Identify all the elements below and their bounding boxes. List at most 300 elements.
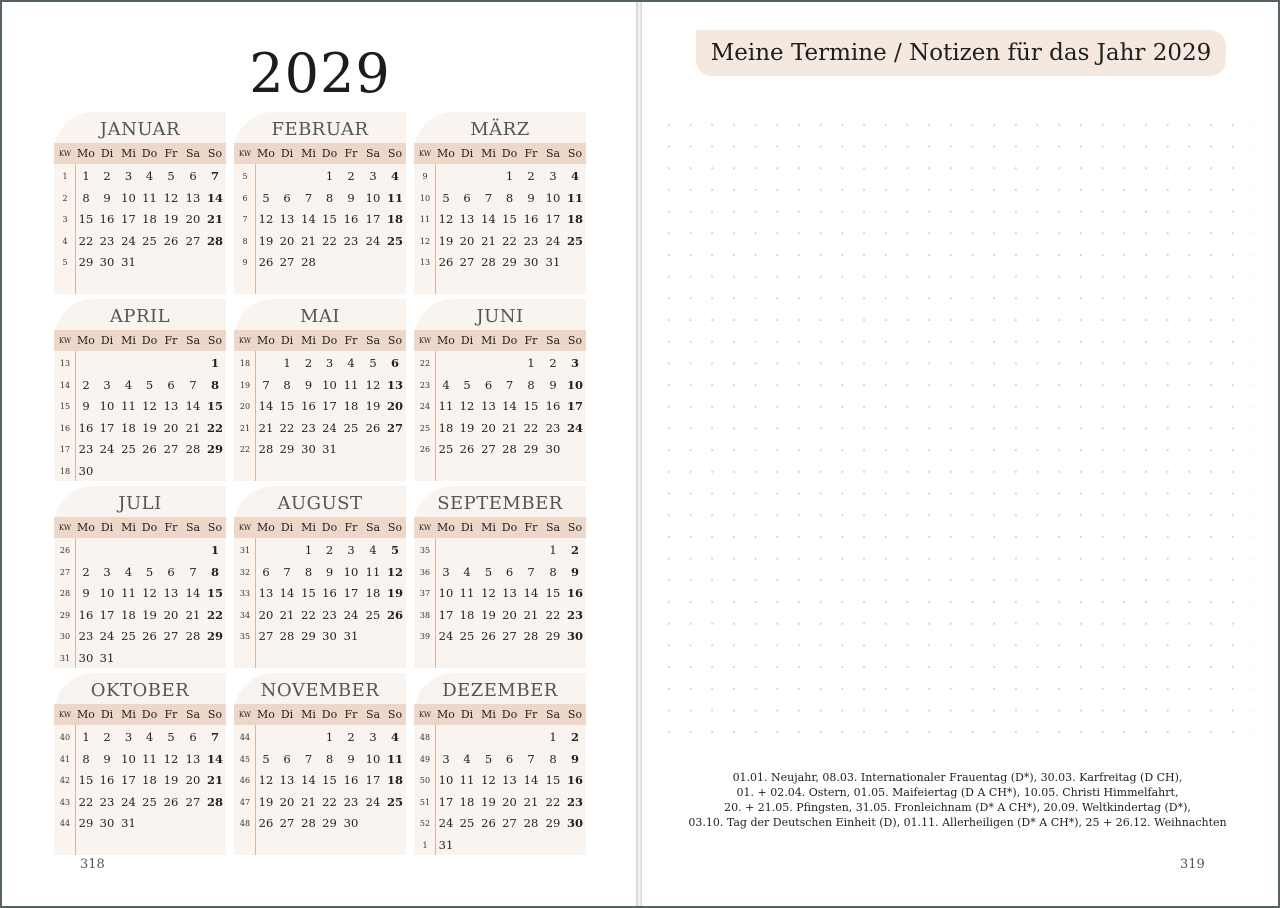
day-cell: 16	[99, 212, 115, 227]
weekday-label: Sa	[185, 708, 201, 721]
right-page-number: 319	[1180, 857, 1205, 872]
day-cell: 1	[304, 543, 313, 557]
day-cell: 22	[206, 607, 223, 622]
week-row	[234, 416, 406, 438]
day-cell: 31	[545, 255, 561, 270]
week-number: 19	[239, 380, 251, 390]
day-cell: 16	[566, 773, 583, 788]
day-cell: 19	[481, 794, 496, 809]
day-cell: 30	[343, 816, 359, 831]
day-cell: 11	[459, 586, 475, 601]
day-cell: 6	[283, 190, 291, 205]
day-cell: 11	[459, 773, 475, 788]
day-cell: 21	[258, 420, 274, 435]
day-cell: 23	[343, 794, 359, 809]
week-row	[234, 747, 406, 769]
month-name: AUGUST	[277, 493, 363, 514]
day-cell: 18	[459, 607, 475, 622]
week-number: 4	[62, 236, 68, 246]
weekday-label: Di	[460, 334, 474, 347]
month-name: JANUAR	[99, 119, 181, 140]
week-number: 33	[239, 589, 251, 599]
weekday-label: So	[387, 147, 403, 160]
day-cell: 4	[124, 377, 133, 392]
week-number: 7	[242, 215, 248, 225]
day-cell: 29	[206, 629, 223, 644]
month-mai	[234, 299, 406, 481]
weekday-label: Fr	[524, 521, 538, 534]
dot-grid-notes-area[interactable]	[654, 112, 1254, 752]
weekday-label: Mo	[257, 334, 275, 347]
week-row	[234, 811, 406, 833]
week-number: 23	[419, 380, 431, 390]
day-cell: 6	[390, 356, 399, 370]
day-cell: 19	[365, 399, 381, 414]
weekday-label: Fr	[524, 334, 538, 347]
day-cell: 17	[343, 586, 359, 601]
day-cell: 23	[566, 794, 583, 809]
weekday-label: Do	[501, 708, 518, 721]
day-cell: 27	[185, 233, 201, 248]
day-cell: 2	[103, 169, 111, 183]
day-cell: 22	[322, 233, 337, 248]
day-cell: 22	[206, 420, 223, 435]
week-number: 5	[62, 258, 68, 268]
week-number: 25	[419, 423, 431, 433]
day-cell: 30	[523, 255, 539, 270]
weekday-label: Mo	[257, 147, 275, 160]
month-name: FEBRUAR	[271, 119, 369, 140]
day-cell: 12	[163, 751, 179, 766]
day-cell: 28	[206, 794, 223, 809]
day-cell: 28	[258, 442, 274, 457]
weekday-label: Sa	[545, 521, 561, 534]
week-number: 18	[239, 359, 251, 368]
week-number: 51	[419, 797, 431, 807]
week-row	[54, 416, 226, 438]
week-number: 10	[419, 193, 431, 203]
day-cell: 2	[347, 169, 355, 183]
day-cell: 11	[386, 190, 403, 205]
day-cell: 13	[258, 586, 274, 601]
weekday-label: Do	[141, 334, 158, 347]
week-row	[414, 394, 586, 416]
week-number-header: KW	[238, 524, 252, 532]
day-cell: 15	[322, 212, 337, 227]
weekday-header	[54, 704, 226, 725]
day-cell: 13	[185, 751, 201, 766]
week-row	[414, 186, 586, 208]
day-cell: 1	[283, 356, 291, 370]
day-cell: 26	[459, 442, 475, 457]
day-cell: 21	[301, 233, 316, 248]
day-cell: 27	[502, 629, 517, 644]
day-cell: 1	[505, 169, 514, 183]
day-cell: 23	[343, 233, 359, 248]
day-cell: 30	[78, 651, 94, 665]
day-cell: 12	[163, 190, 179, 205]
day-cell: 11	[142, 190, 157, 205]
week-number: 47	[239, 797, 251, 807]
day-cell: 15	[78, 212, 94, 227]
day-cell: 26	[386, 607, 403, 622]
day-cell: 7	[304, 190, 313, 205]
day-cell: 7	[527, 564, 535, 579]
day-cell: 24	[99, 629, 115, 644]
month-oktober	[54, 673, 226, 855]
day-cell: 29	[545, 816, 561, 831]
day-cell: 12	[258, 773, 274, 788]
day-cell: 17	[566, 399, 583, 414]
day-cell: 6	[283, 751, 291, 766]
day-cell: 3	[325, 356, 334, 370]
day-cell: 25	[459, 629, 475, 644]
week-number-header: KW	[58, 337, 72, 345]
day-cell: 18	[365, 586, 381, 601]
week-row	[54, 437, 226, 459]
day-cell: 24	[121, 794, 136, 809]
weekday-label: Di	[100, 708, 114, 721]
day-cell: 31	[438, 838, 454, 852]
day-cell: 15	[206, 399, 223, 414]
day-cell: 21	[279, 607, 295, 622]
week-number: 5	[242, 172, 248, 181]
weekday-label: Do	[321, 708, 338, 721]
day-cell: 21	[185, 607, 201, 622]
day-cell: 8	[304, 564, 313, 579]
day-cell: 12	[481, 773, 496, 788]
day-cell: 23	[523, 233, 539, 248]
week-row	[234, 624, 406, 646]
day-cell: 11	[566, 190, 583, 205]
month-name: OKTOBER	[90, 680, 190, 701]
day-cell: 19	[163, 773, 179, 788]
day-cell: 12	[258, 212, 274, 227]
day-cell: 10	[99, 399, 115, 414]
week-number: 49	[419, 754, 431, 764]
day-cell: 21	[301, 794, 316, 809]
weekday-header	[54, 517, 226, 538]
week-row	[234, 229, 406, 251]
day-cell: 6	[505, 751, 514, 766]
day-cell: 17	[365, 773, 381, 788]
week-row	[54, 186, 226, 208]
weekday-label: Di	[460, 147, 474, 160]
week-row	[414, 207, 586, 229]
weekday-header	[234, 704, 406, 725]
weekday-label: Mo	[77, 334, 95, 347]
day-cell: 14	[206, 190, 223, 205]
week-number: 36	[419, 567, 431, 577]
month-name: SEPTEMBER	[437, 493, 563, 514]
day-cell: 15	[322, 773, 337, 788]
day-cell: 29	[206, 442, 223, 457]
week-row	[234, 186, 406, 208]
day-cell: 27	[279, 255, 295, 270]
month-name: NOVEMBER	[260, 680, 380, 701]
week-row	[234, 790, 406, 812]
day-cell: 2	[82, 377, 90, 392]
weekday-label: Fr	[164, 147, 178, 160]
day-cell: 2	[549, 356, 557, 370]
week-number: 2	[62, 193, 68, 203]
day-cell: 22	[78, 233, 94, 248]
day-cell: 4	[124, 564, 133, 579]
day-cell: 5	[262, 751, 270, 766]
day-cell: 24	[343, 607, 359, 622]
holiday-line: 01. + 02.04. Ostern, 01.05. Maifeiertag (D A CH*), 10.05. Christi Himmelfahrt,	[736, 786, 1179, 799]
day-cell: 21	[502, 420, 517, 435]
weekday-label: So	[567, 147, 583, 160]
weekday-header	[234, 517, 406, 538]
day-cell: 18	[566, 212, 583, 227]
day-cell: 18	[386, 773, 403, 788]
week-row	[54, 811, 226, 833]
day-cell: 24	[322, 420, 337, 435]
day-cell: 30	[566, 629, 583, 644]
day-cell: 1	[549, 730, 557, 744]
week-row	[234, 250, 406, 272]
week-row	[234, 164, 406, 186]
day-cell: 20	[163, 420, 179, 435]
day-cell: 19	[386, 586, 403, 601]
day-cell: 5	[369, 356, 377, 370]
day-cell: 18	[142, 773, 157, 788]
month-dezember	[414, 673, 586, 855]
week-number: 3	[62, 215, 68, 225]
day-cell: 8	[82, 751, 90, 766]
week-row	[414, 373, 586, 395]
day-cell: 20	[185, 773, 201, 788]
day-cell: 21	[206, 212, 223, 227]
day-cell: 11	[121, 586, 136, 601]
day-cell: 26	[481, 629, 496, 644]
day-cell: 21	[523, 607, 539, 622]
week-number: 50	[419, 776, 431, 786]
day-cell: 4	[145, 730, 154, 744]
weekday-header	[414, 704, 586, 725]
day-cell: 4	[463, 751, 471, 766]
day-cell: 31	[99, 651, 115, 665]
day-cell: 26	[163, 794, 179, 809]
day-cell: 16	[99, 773, 115, 788]
week-number: 24	[419, 402, 431, 412]
day-cell: 9	[82, 399, 90, 414]
week-row	[54, 725, 226, 747]
month-name: JUNI	[476, 306, 524, 327]
weekday-label: So	[207, 521, 223, 534]
day-cell: 25	[438, 442, 454, 457]
day-cell: 14	[258, 399, 274, 414]
day-cell: 4	[347, 356, 355, 370]
day-cell: 15	[523, 399, 539, 414]
weekday-label: Sa	[185, 147, 201, 160]
day-cell: 28	[185, 442, 201, 457]
weekday-label: Mo	[257, 521, 275, 534]
day-cell: 27	[163, 629, 179, 644]
day-cell: 20	[481, 420, 496, 435]
weekday-header	[54, 143, 226, 164]
weekday-label: Sa	[185, 521, 201, 534]
weekday-header	[234, 330, 406, 351]
day-cell: 7	[262, 377, 270, 392]
week-number: 52	[419, 819, 431, 829]
day-cell: 13	[502, 773, 517, 788]
notes-title: Meine Termine / Notizen für das Jahr 2029	[710, 40, 1212, 66]
week-number: 9	[422, 172, 428, 181]
week-number: 8	[242, 236, 248, 246]
day-cell: 16	[322, 586, 337, 601]
day-cell: 27	[279, 816, 295, 831]
day-cell: 29	[545, 629, 561, 644]
day-cell: 19	[438, 233, 454, 248]
day-cell: 22	[545, 794, 561, 809]
week-number: 20	[239, 402, 251, 412]
day-cell: 22	[523, 420, 539, 435]
week-number: 46	[239, 776, 251, 786]
day-cell: 8	[283, 377, 291, 392]
day-cell: 30	[78, 464, 94, 478]
year-calendar-grid	[54, 112, 586, 856]
day-cell: 3	[347, 543, 355, 557]
weekday-label: Do	[321, 521, 338, 534]
day-cell: 28	[279, 629, 295, 644]
weekday-label: Di	[280, 521, 294, 534]
day-cell: 20	[502, 607, 517, 622]
week-number: 6	[242, 193, 248, 203]
day-cell: 11	[386, 751, 403, 766]
day-cell: 5	[390, 543, 399, 557]
weekday-label: Di	[100, 147, 114, 160]
week-row	[414, 833, 586, 855]
week-number: 26	[59, 546, 71, 555]
weekday-label: Mo	[77, 147, 95, 160]
day-cell: 12	[142, 399, 157, 414]
day-cell: 9	[325, 564, 334, 579]
day-cell: 15	[502, 212, 517, 227]
day-cell: 21	[206, 773, 223, 788]
day-cell: 30	[99, 816, 115, 831]
day-cell: 23	[301, 420, 316, 435]
day-cell: 30	[301, 442, 316, 457]
week-row	[234, 437, 406, 459]
day-cell: 6	[262, 564, 270, 579]
week-number: 18	[59, 467, 71, 476]
day-cell: 9	[570, 564, 579, 579]
day-cell: 20	[386, 399, 403, 414]
week-row	[414, 164, 586, 186]
day-cell: 7	[189, 564, 197, 579]
day-cell: 2	[570, 730, 579, 744]
day-cell: 27	[386, 420, 403, 435]
day-cell: 26	[258, 816, 274, 831]
weekday-label: Mo	[437, 334, 455, 347]
day-cell: 17	[99, 420, 115, 435]
day-cell: 20	[258, 607, 274, 622]
day-cell: 7	[283, 564, 291, 579]
day-cell: 13	[481, 399, 496, 414]
month-juni	[414, 299, 586, 481]
day-cell: 10	[365, 190, 381, 205]
day-cell: 12	[459, 399, 475, 414]
day-cell: 17	[322, 399, 337, 414]
day-cell: 7	[304, 751, 313, 766]
week-row	[414, 624, 586, 646]
day-cell: 10	[545, 190, 561, 205]
day-cell: 24	[121, 233, 136, 248]
week-row	[414, 811, 586, 833]
day-cell: 20	[279, 794, 295, 809]
week-number: 28	[59, 589, 71, 599]
day-cell: 30	[545, 442, 561, 457]
day-cell: 5	[484, 751, 493, 766]
day-cell: 7	[505, 377, 514, 392]
day-cell: 18	[343, 399, 359, 414]
week-number: 1	[422, 841, 428, 850]
day-cell: 2	[347, 730, 355, 744]
week-row	[54, 459, 226, 481]
week-number: 31	[59, 654, 71, 663]
day-cell: 16	[343, 212, 359, 227]
day-cell: 8	[549, 751, 557, 766]
week-number: 13	[419, 258, 431, 268]
day-cell: 9	[304, 377, 313, 392]
week-number: 14	[59, 380, 71, 390]
day-cell: 13	[185, 190, 201, 205]
day-cell: 22	[279, 420, 295, 435]
day-cell: 9	[549, 377, 557, 392]
day-cell: 25	[566, 233, 583, 248]
day-cell: 8	[549, 564, 557, 579]
day-cell: 14	[279, 586, 295, 601]
day-cell: 6	[463, 190, 471, 205]
week-number: 35	[419, 546, 431, 555]
day-cell: 26	[142, 629, 157, 644]
day-cell: 19	[163, 212, 179, 227]
weekday-label: Di	[280, 334, 294, 347]
day-cell: 27	[258, 629, 274, 644]
day-cell: 2	[325, 543, 334, 557]
week-row	[54, 581, 226, 603]
week-number: 42	[59, 776, 71, 786]
day-cell: 9	[347, 190, 355, 205]
week-number: 16	[59, 423, 71, 433]
day-cell: 5	[167, 730, 175, 744]
day-cell: 10	[121, 190, 136, 205]
day-cell: 6	[505, 564, 514, 579]
week-row	[54, 646, 226, 668]
day-cell: 28	[301, 255, 316, 270]
day-cell: 15	[545, 773, 561, 788]
day-cell: 9	[82, 586, 90, 601]
day-cell: 9	[527, 190, 535, 205]
week-number: 22	[419, 359, 431, 368]
day-cell: 7	[210, 730, 219, 744]
day-cell: 24	[566, 420, 583, 435]
week-row	[54, 250, 226, 272]
weekday-label: Do	[501, 147, 518, 160]
week-number-header: KW	[238, 711, 252, 719]
day-cell: 7	[189, 377, 197, 392]
day-cell: 4	[463, 564, 471, 579]
week-number: 41	[59, 754, 71, 764]
week-row	[54, 164, 226, 186]
day-cell: 3	[442, 564, 450, 579]
day-cell: 16	[78, 420, 94, 435]
week-row	[234, 603, 406, 625]
day-cell: 23	[78, 629, 94, 644]
weekday-label: Mi	[121, 521, 136, 534]
